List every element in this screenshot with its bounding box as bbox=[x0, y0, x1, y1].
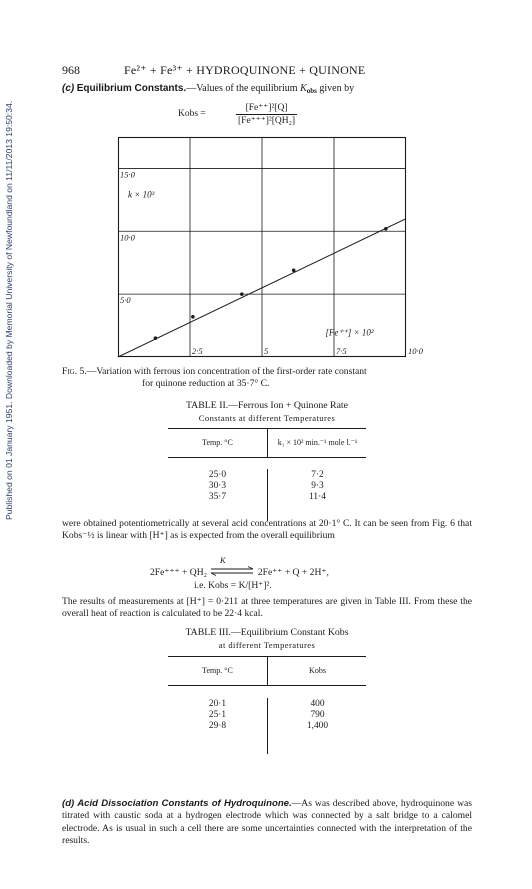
x-axis-label: [Fe⁺⁺] × 10² bbox=[325, 327, 374, 338]
equation-denominator: [Fe⁺⁺⁺]²[QH₂] bbox=[238, 116, 296, 127]
x-tick-label: 10·0 bbox=[408, 346, 423, 356]
reaction-ie: i.e. Kobs = K/[H⁺]². bbox=[194, 580, 272, 591]
k-obs-subscript: obs bbox=[306, 87, 317, 95]
table-row bbox=[168, 469, 366, 480]
reaction-left: 2Fe⁺⁺⁺ + QH₂ bbox=[150, 567, 207, 578]
table-3-r0-temp: 20·1 bbox=[208, 699, 227, 709]
table-3-title-2: at different Temperatures bbox=[218, 639, 316, 650]
section-c-text-1: —Values of the equilibrium bbox=[186, 83, 301, 94]
reaction-k-label: K bbox=[220, 555, 226, 565]
section-d-label: (d) bbox=[62, 798, 75, 809]
data-point bbox=[240, 292, 244, 296]
y-tick-label: 5·0 bbox=[120, 295, 131, 306]
table-3-r1-kobs: 790 bbox=[310, 710, 325, 720]
table-2-r1-temp: 30·3 bbox=[208, 481, 227, 491]
chart-svg bbox=[118, 137, 423, 357]
section-c-title: Equilibrium Constants. bbox=[76, 83, 187, 94]
figure-caption bbox=[62, 366, 472, 391]
y-tick-label: 15·0 bbox=[120, 169, 135, 180]
paragraph-2-text: The results of measurements at [H⁺] = 0·211 at three temperatures are given in Table III. From these the overall heat of reaction is calculated to be 22·4 kcal. bbox=[62, 596, 472, 620]
section-c-text-2: given by bbox=[316, 83, 355, 94]
figure-caption-text-2: for quinone reduction at 35·7° C. bbox=[142, 378, 270, 390]
paragraph-1-text: were obtained potentiometrically at several acid concentrations at 20·1° C. It can be seen from Fig. 6 that Kobs⁻½ is linear with [H⁺] as is expected from the overall equilibrium bbox=[62, 518, 472, 542]
section-c-heading bbox=[62, 83, 472, 96]
table-2 bbox=[168, 428, 366, 521]
section-d-title: Acid Dissociation Constants of Hydroquinone. bbox=[77, 798, 292, 809]
equation-lhs: Kobs = bbox=[178, 109, 206, 119]
table-3-r0-kobs: 400 bbox=[310, 699, 325, 709]
table-row bbox=[168, 480, 366, 491]
table-2-r0-temp: 25·0 bbox=[208, 470, 227, 480]
table-row bbox=[168, 698, 366, 709]
table-2-col-temp: Temp. °C bbox=[202, 438, 233, 447]
table-3-title-1: TABLE III.—Equilibrium Constant Kobs bbox=[185, 627, 349, 638]
k-obs-symbol: K bbox=[300, 83, 307, 94]
table-3 bbox=[168, 656, 366, 754]
y-axis-label: k × 10³ bbox=[128, 189, 155, 200]
table-2-header bbox=[168, 429, 366, 457]
figure-caption-text-1: —Variation with ferrous ion concentration of the first-order rate constant bbox=[86, 366, 367, 377]
table-2-r0-k: 7·2 bbox=[311, 470, 324, 480]
table-row bbox=[168, 709, 366, 720]
data-point bbox=[292, 268, 296, 272]
table-row bbox=[168, 720, 366, 731]
table-2-r1-k: 9·3 bbox=[311, 481, 324, 491]
table-2-r2-k: 11·4 bbox=[309, 492, 326, 502]
table-3-header bbox=[168, 657, 366, 685]
paragraph-1 bbox=[62, 518, 472, 543]
data-point bbox=[384, 227, 388, 231]
equation-fraction bbox=[236, 102, 297, 127]
table-2-header-rule bbox=[168, 457, 366, 458]
x-tick-label: 5 bbox=[264, 346, 269, 356]
paragraph-2 bbox=[62, 596, 472, 621]
table-3-body bbox=[168, 698, 366, 754]
section-d-text: —As was described above, hydroquinone was titrated with caustic soda at a hydrogen electrode which was connected by a salt bridge to a calomel electrode. As is usual in such a cell there are some uncertainties connected with the interpretation of the results. bbox=[62, 798, 473, 846]
section-c-label: (c) bbox=[62, 83, 75, 94]
table-3-r1-temp: 25·1 bbox=[208, 710, 227, 720]
publication-sidebar: Published on 01 January 1951. Downloaded by Memorial University of Newfoundland on 11/11/2013 19:50:34. bbox=[4, 100, 14, 520]
table-3-r2-kobs: 1,400 bbox=[306, 721, 329, 731]
page-title: Fe²⁺ + Fe³⁺ + HYDROQUINONE + QUINONE bbox=[124, 63, 366, 77]
reaction-equation bbox=[150, 566, 329, 579]
x-tick-label: 2·5 bbox=[192, 346, 203, 356]
table-2-body bbox=[168, 469, 366, 521]
table-row bbox=[168, 491, 366, 502]
table-3-title bbox=[62, 627, 472, 651]
figure-label: Fig. 5. bbox=[62, 366, 87, 377]
section-d bbox=[62, 798, 472, 847]
table-2-title-2: Constants at different Temperatures bbox=[198, 412, 336, 423]
table-2-title bbox=[62, 400, 472, 424]
equilibrium-arrow-icon bbox=[209, 566, 255, 576]
x-tick-label: 7·5 bbox=[336, 346, 347, 356]
y-tick-label: 10·0 bbox=[120, 232, 135, 243]
table-3-col-kobs: Kobs bbox=[309, 666, 326, 675]
table-2-title-1: TABLE II.—Ferrous Ion + Quinone Rate bbox=[185, 400, 348, 411]
page-number: 968 bbox=[62, 63, 80, 77]
figure-5-chart bbox=[118, 137, 423, 357]
equation-numerator: [Fe⁺⁺]²[Q] bbox=[236, 102, 297, 115]
table-3-r2-temp: 29·8 bbox=[208, 721, 227, 731]
data-point bbox=[191, 315, 195, 319]
table-2-r2-temp: 35·7 bbox=[208, 492, 227, 502]
running-header bbox=[62, 63, 472, 77]
table-3-col-temp: Temp. °C bbox=[202, 666, 233, 675]
overall-reaction bbox=[150, 555, 450, 591]
table-3-header-rule bbox=[168, 685, 366, 686]
reaction-right: 2Fe⁺⁺ + Q + 2H⁺, bbox=[257, 567, 329, 578]
data-point bbox=[154, 336, 158, 340]
table-2-col-k: k₁ × 10² min.⁻¹ mole l.⁻¹ bbox=[277, 438, 358, 447]
